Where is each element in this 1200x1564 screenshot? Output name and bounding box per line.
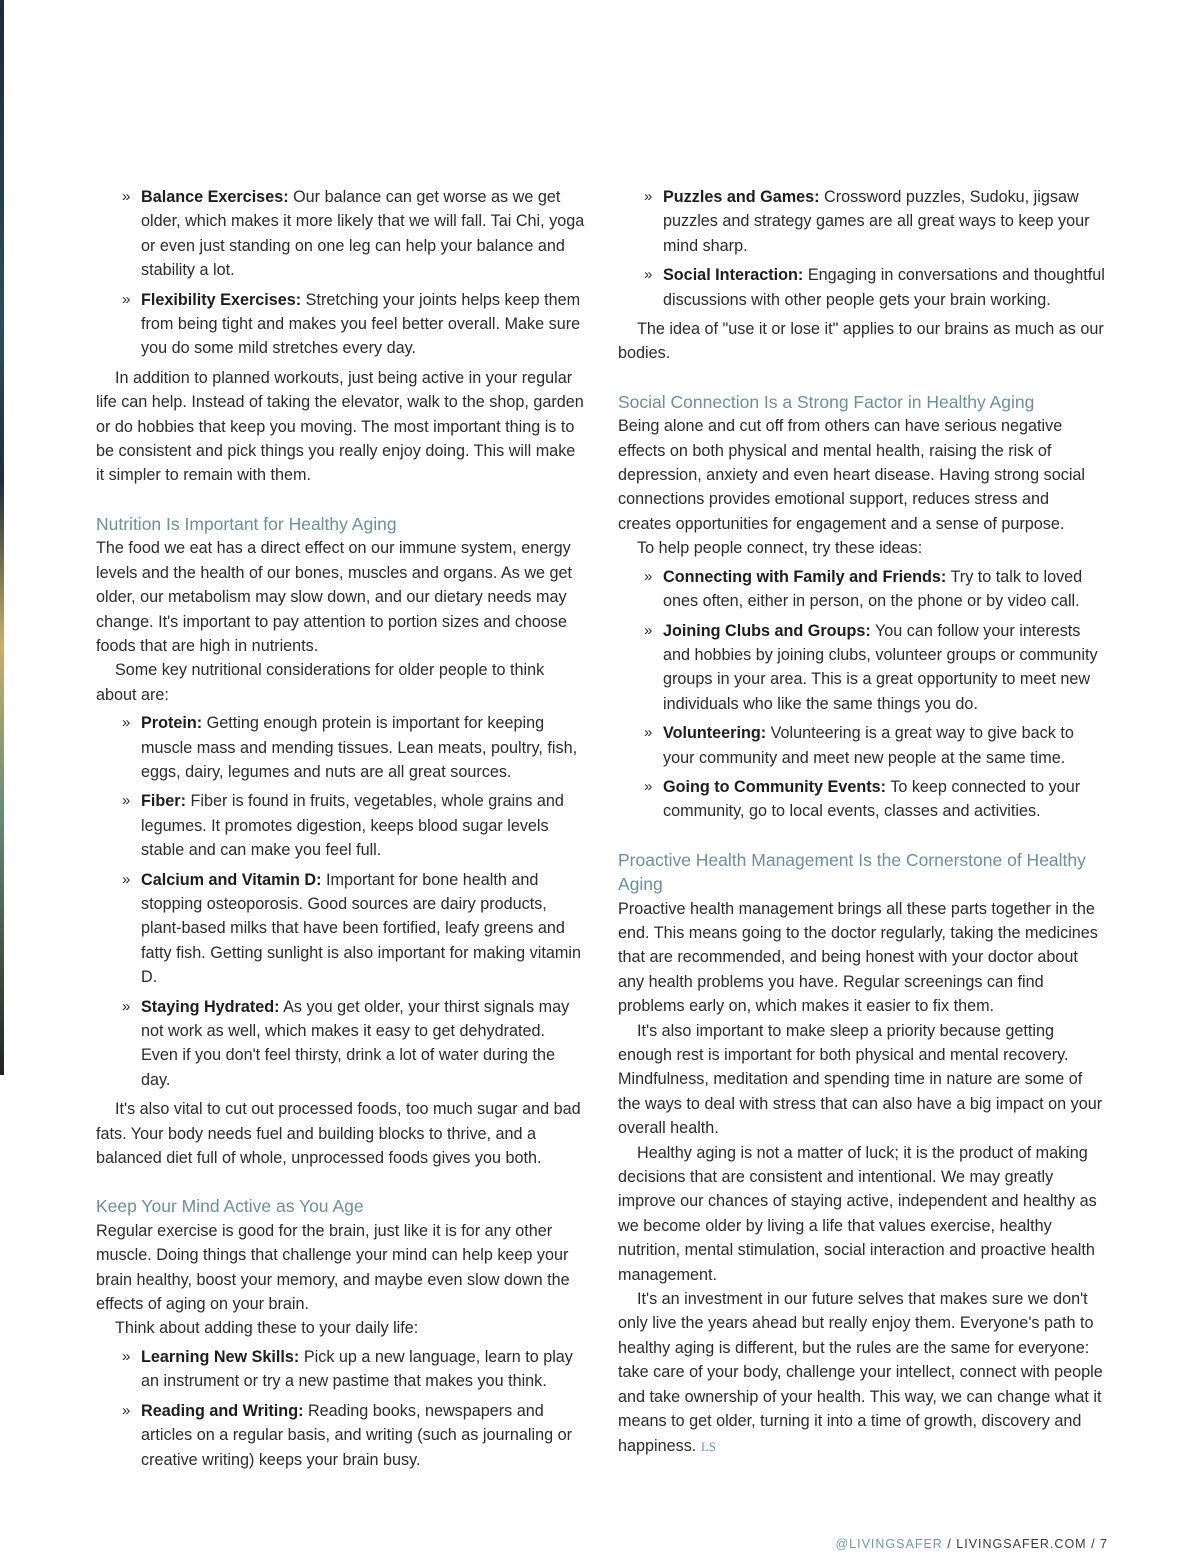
paragraph-social-1: Being alone and cut off from others can have serious negative effects on both physical and mental health, raising the risk of depression, anxiety and even heart disease. Having strong social connections provides emotional support, reduces stress and creates opportunities for engagement and a sense of purpose. (618, 417, 1086, 533)
paragraph-use-it: The idea of "use it or lose it" applies to our brains as much as our bodies. (618, 320, 1104, 363)
section-heading-social: Social Connection Is a Strong Factor in Healthy Aging (618, 391, 1035, 412)
footer-social-handle: @LIVINGSAFER (835, 1537, 943, 1551)
left-column (96, 185, 586, 1477)
paragraph-mind-1: Regular exercise is good for the brain, just like it is for any other muscle. Doing things that challenge your mind can help keep your brain healthy, boost your memory, and maybe even slow down the effects of aging on your brain. (96, 1221, 570, 1314)
list-item (122, 995, 586, 1093)
bullet-term: Protein: (141, 714, 203, 733)
bullet-marker: » (644, 621, 653, 639)
end-mark-logo: LS (700, 1438, 716, 1454)
bullet-term: Staying Hydrated: (141, 997, 280, 1016)
paragraph-activity: In addition to planned workouts, just being active in your regular life can help. Instead of taking the elevator, walk to the shop, garden or do hobbies that keep you moving. The most important thing is to be consistent and pick things you really enjoy doing. This will make it simpler to remain with them. (96, 368, 584, 485)
paragraph-nutrition-2: Some key nutritional considerations for older people to think about are: (96, 661, 545, 704)
bullet-term: Connecting with Family and Friends: (663, 567, 947, 586)
list-item (122, 1345, 586, 1394)
paragraph-proactive-3: Healthy aging is not a matter of luck; it is the product of making decisions that are consistent and intentional. We may greatly improve our chances of staying active, independent and healthy as we become older by living a life that values exercise, healthy nutrition, mental stimulation, social interaction and proactive health management. (618, 1143, 1097, 1284)
exercise-bullet-list (96, 185, 586, 361)
bullet-marker: » (644, 777, 653, 795)
list-item (644, 185, 1106, 258)
footer-site: LIVINGSAFER.COM (956, 1537, 1087, 1551)
list-item (122, 185, 586, 283)
bullet-text: Reading books, newspapers and articles on a regular basis, and writing (such as journaling or creative writing) keeps your brain busy. (141, 1401, 572, 1469)
paragraph-proactive-2: It's also important to make sleep a priority because getting enough rest is important for both physical and mental recovery. Mindfulness, meditation and spending time in nature are some of the ways to deal with stress that can also have a big impact on your overall health. (618, 1021, 1103, 1138)
bullet-text: To keep connected to your community, go to local events, classes and activities. (663, 777, 1081, 821)
bullet-marker: » (122, 997, 131, 1015)
page-edge-image-strip (0, 0, 4, 1075)
bullet-term: Volunteering: (663, 724, 767, 743)
bullet-term: Reading and Writing: (141, 1401, 304, 1420)
mind-bullet-list (96, 1345, 586, 1472)
bullet-text: Getting enough protein is important for keeping muscle mass and mending tissues. Lean meats, poultry, fish, eggs, dairy, legumes and nuts are all great sources. (141, 714, 578, 781)
paragraph-nutrition-1: The food we eat has a direct effect on our immune system, energy levels and the health of our bones, muscles and organs. As we get older, our metabolism may slow down, and our dietary needs may change. It's important to pay attention to portion sizes and choose foods that are high in nutrients. (96, 539, 573, 655)
bullet-marker: » (122, 870, 131, 888)
bullet-marker: » (122, 714, 131, 732)
right-column (618, 185, 1106, 1459)
paragraph-proactive-4 (618, 1287, 1106, 1459)
bullet-text: As you get older, your thirst signals may not work as well, which makes it easy to get dehydrated. Even if you don't feel thirsty, drink a lot of water during the day. (141, 997, 570, 1089)
bullet-marker: » (644, 188, 653, 205)
bullet-term: Joining Clubs and Groups: (663, 621, 871, 640)
bullet-text: Important for bone health and stopping osteoporosis. Good sources are dairy products, plant-based milks that have been fortified, leafy greens and fatty fish. Getting sunlight is also important for making vitamin D. (141, 870, 581, 987)
section-heading-nutrition: Nutrition Is Important for Healthy Aging (96, 513, 397, 534)
bullet-marker: » (122, 1347, 131, 1365)
section-heading-mind: Keep Your Mind Active as You Age (96, 1196, 364, 1217)
bullet-term: Learning New Skills: (141, 1347, 300, 1366)
footer-page-number: 7 (1100, 1537, 1108, 1551)
bullet-text: Pick up a new language, learn to play an instrument or try a new pastime that makes you think. (141, 1347, 573, 1391)
footer-separator: / (947, 1537, 952, 1551)
bullet-text: Fiber is found in fruits, vegetables, whole grains and legumes. It promotes digestion, keeps blood sugar levels stable and can make you feel full. (141, 792, 564, 860)
bullet-term: Social Interaction: (663, 266, 804, 285)
bullet-marker: » (644, 724, 653, 742)
bullet-term: Calcium and Vitamin D: (141, 870, 322, 889)
list-item (644, 775, 1106, 824)
bullet-marker: » (122, 188, 131, 205)
page-footer (835, 1537, 1108, 1551)
list-item (644, 721, 1106, 770)
mind-bullet-list-continued (618, 185, 1106, 312)
list-item (122, 288, 586, 361)
footer-separator: / (1091, 1537, 1096, 1551)
bullet-text: Our balance can get worse as we get older, which makes it more likely that we will fall. Tai Chi, yoga or even just standing on one leg can help your balance and stability a lot. (141, 188, 585, 280)
bullet-text: Crossword puzzles, Sudoku, jigsaw puzzles and strategy games are all great ways to keep your mind sharp. (663, 188, 1090, 255)
list-item (122, 1399, 586, 1472)
list-item (644, 565, 1106, 614)
paragraph-social-2: To help people connect, try these ideas: (637, 539, 923, 558)
list-item (122, 711, 586, 784)
bullet-text: You can follow your interests and hobbies by joining clubs, volunteer groups or community groups in your area. This is a great opportunity to meet new individuals who like the same things you do. (663, 621, 1098, 713)
bullet-marker: » (122, 290, 131, 308)
paragraph-proactive-1: Proactive health management brings all these parts together in the end. This means going to the doctor regularly, taking the medicines that are recommended, and being honest with your doctor about any health problems you have. Regular screenings can find problems early on, which makes it easier to fix them. (618, 899, 1098, 1016)
paragraph-proactive-4-text: It's an investment in our future selves that makes sure we don't only live the years ahead but really enjoy them. Everyone's path to healthy aging is different, but the rules are the same for everyone: take care of your body, challenge your intellect, connect with people and take ownership of your health. This way, we can change what it means to get older, turning it into a time of growth, discovery and happiness. (618, 1290, 1103, 1455)
list-item (644, 619, 1106, 717)
bullet-marker: » (122, 1401, 131, 1419)
list-item (122, 789, 586, 862)
bullet-text: Stretching your joints helps keep them from being tight and makes you feel better overall. Make sure you do some mild stretches every day. (141, 290, 581, 358)
section-heading-proactive: Proactive Health Management Is the Cornerstone of Healthy Aging (618, 849, 1086, 895)
list-item (122, 868, 586, 990)
paragraph-nutrition-3: It's also vital to cut out processed foods, too much sugar and bad fats. Your body needs fuel and building blocks to thrive, and a balanced diet full of whole, unprocessed foods gives you both. (96, 1100, 581, 1168)
bullet-term: Fiber: (141, 792, 186, 811)
bullet-marker: » (644, 266, 653, 284)
bullet-term: Puzzles and Games: (663, 188, 820, 206)
social-bullet-list (618, 565, 1106, 824)
bullet-marker: » (122, 792, 131, 810)
bullet-text: Engaging in conversations and thoughtful discussions with other people gets your brain working. (663, 266, 1105, 309)
bullet-term: Going to Community Events: (663, 777, 887, 796)
bullet-text: Try to talk to loved ones often, either in person, on the phone or by video call. (663, 567, 1083, 611)
list-item (644, 263, 1106, 312)
nutrition-bullet-list (96, 711, 586, 1092)
bullet-marker: » (644, 567, 653, 585)
paragraph-mind-2: Think about adding these to your daily life: (115, 1319, 419, 1338)
bullet-term: Balance Exercises: (141, 188, 289, 206)
bullet-term: Flexibility Exercises: (141, 290, 302, 309)
bullet-text: Volunteering is a great way to give back to your community and meet new people at the same time. (663, 724, 1074, 767)
